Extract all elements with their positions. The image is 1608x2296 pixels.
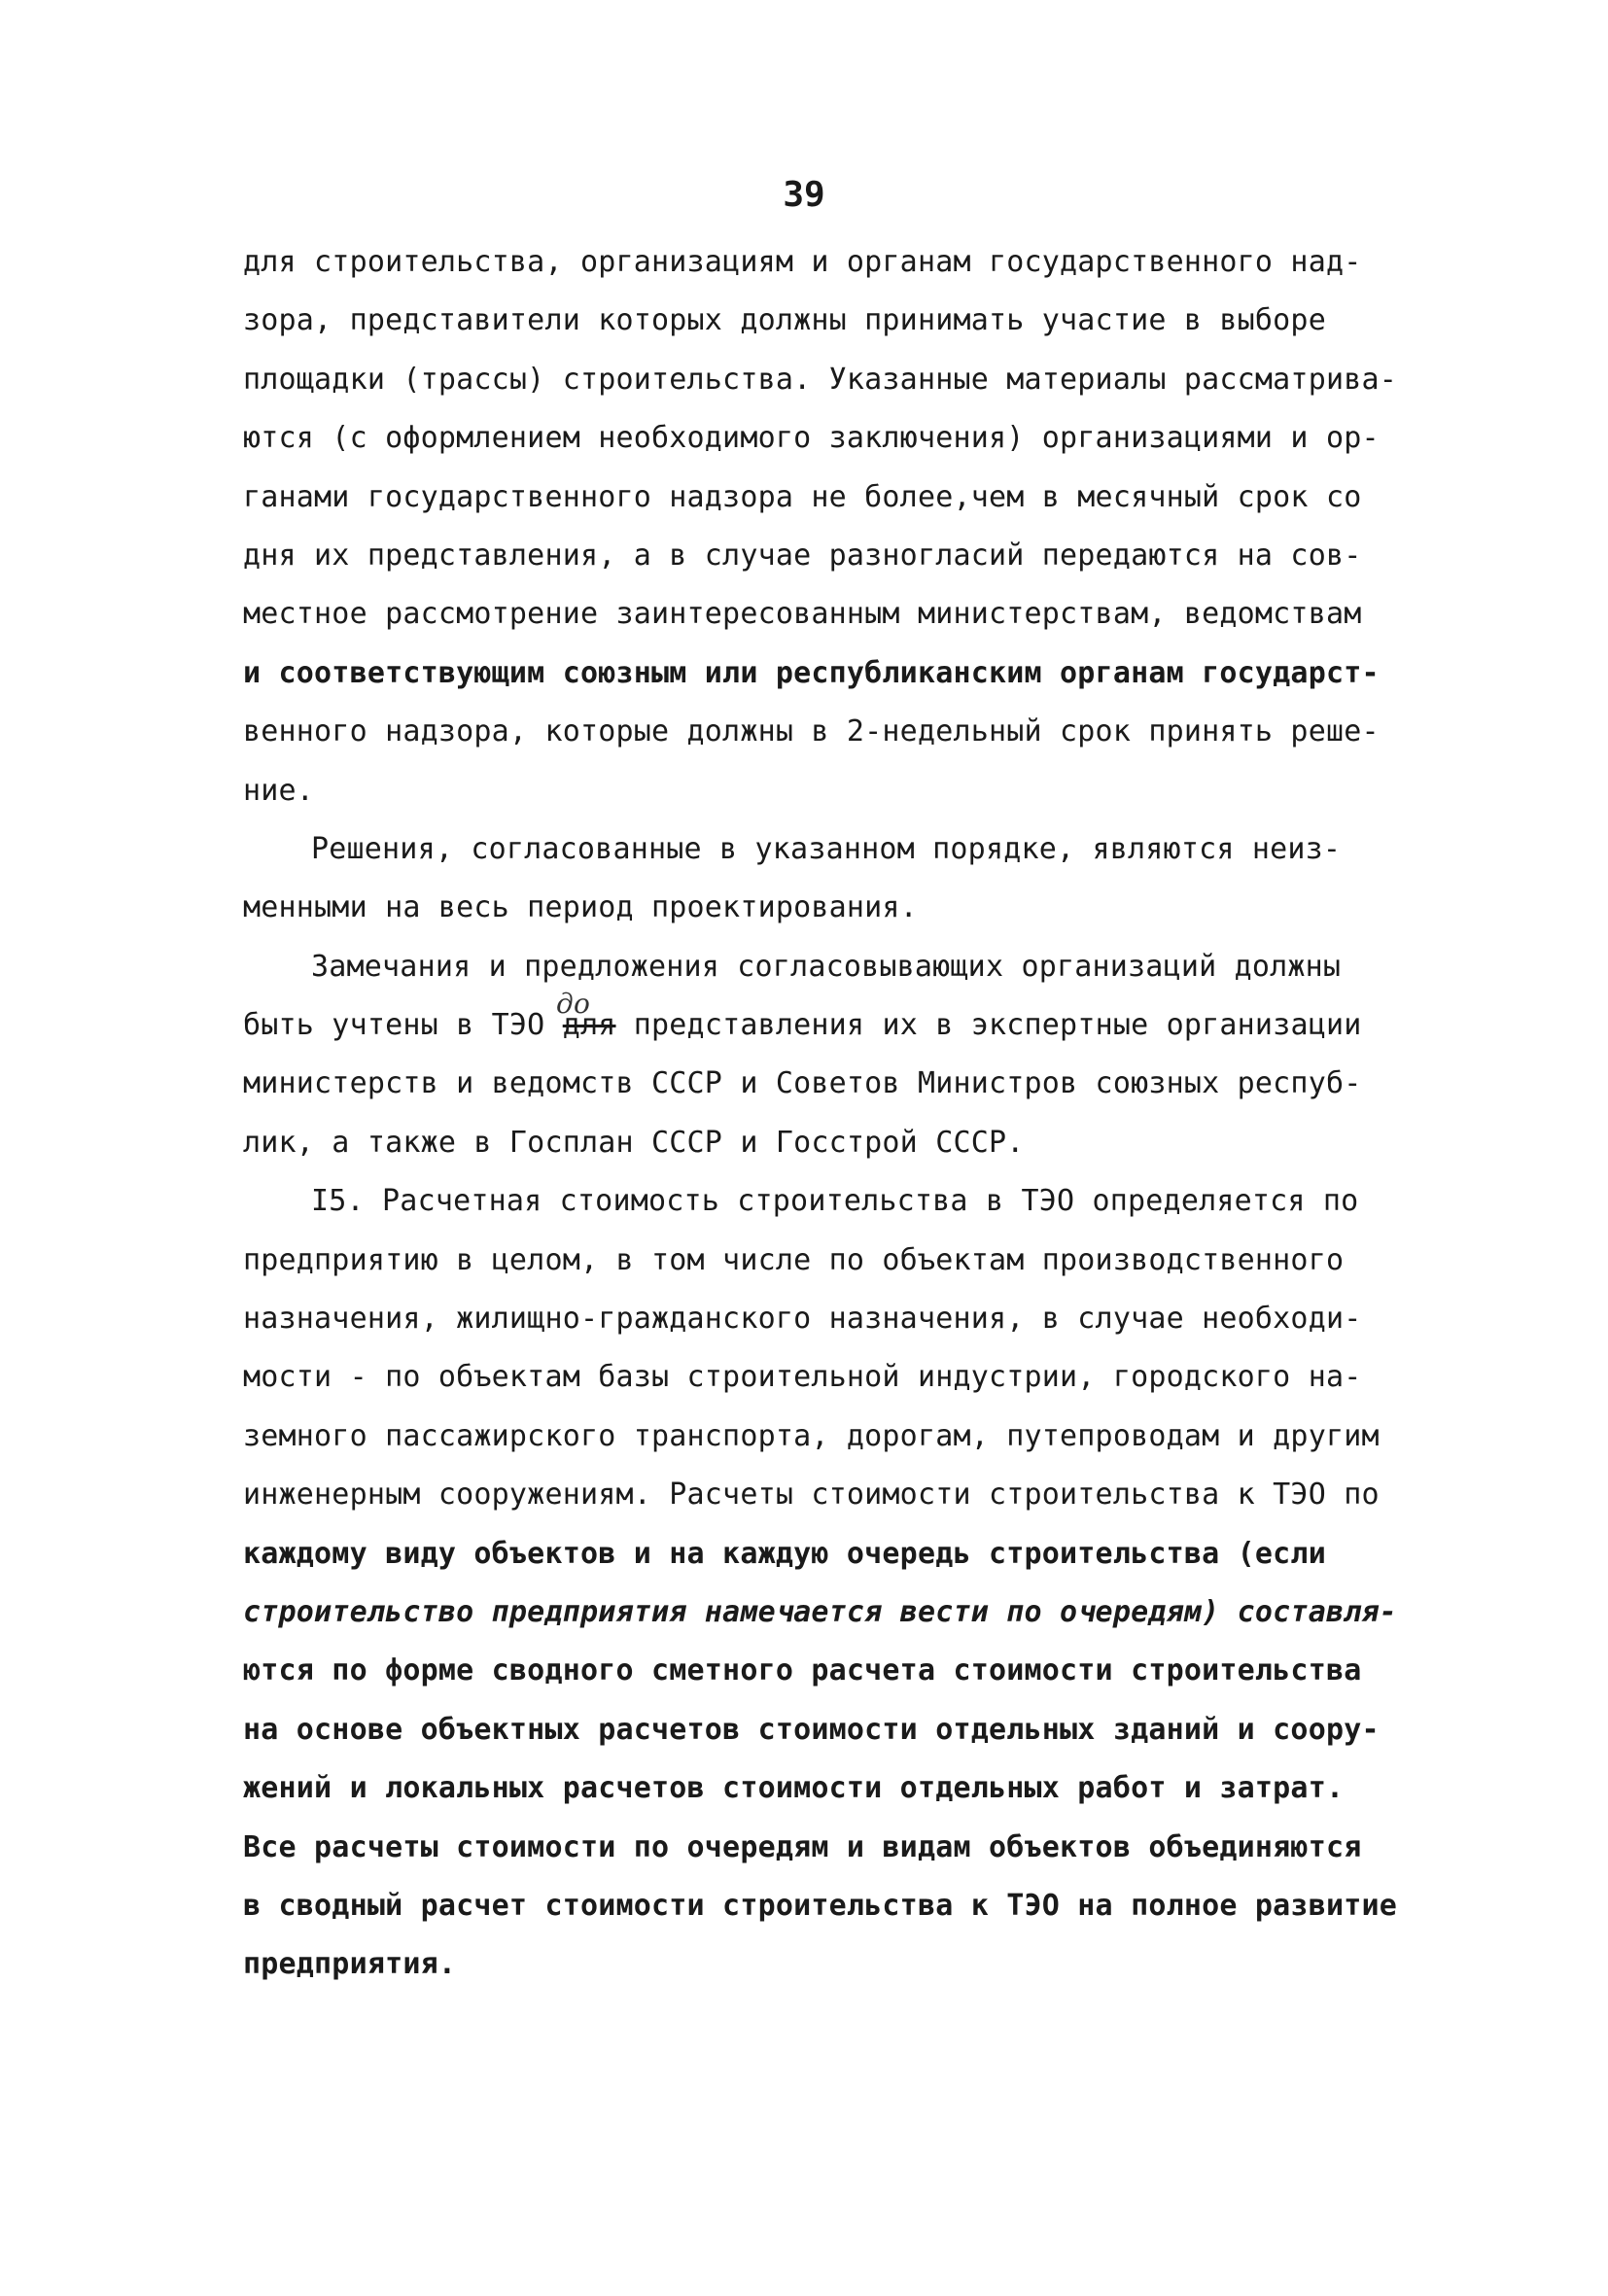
- struck-word: для: [562, 1008, 616, 1043]
- text-line: министерств и ведомств СССР и Советов Министров союзных респуб-: [243, 1066, 1362, 1101]
- text-line: в сводный расчет стоимости строительства к ТЭО на полное развитие: [243, 1888, 1397, 1923]
- text-line: предприятию в целом, в том числе по объектам производственного: [243, 1242, 1345, 1277]
- page-number: 39: [783, 175, 825, 215]
- paragraph-4: [243, 1172, 1410, 1994]
- text-line: Решения, согласованные в указанном порядке, являются неиз-: [311, 831, 1342, 866]
- text-line: I5. Расчетная стоимость строительства в ТЭО определяется по: [311, 1184, 1359, 1219]
- text-segment: быть учтены в ТЭО: [243, 1008, 563, 1043]
- text-line: дня их представления, а в случае разногласий передаются на сов-: [243, 538, 1362, 573]
- text-line: инженерным сооружениям. Расчеты стоимости строительства к ТЭО по: [243, 1478, 1380, 1513]
- text-line: менными на весь период проектирования.: [243, 890, 918, 925]
- document-body: [243, 233, 1410, 1995]
- text-segment: представления их в экспертные организации: [615, 1008, 1362, 1043]
- text-line: Замечания и предложения согласовывающих организаций должны: [311, 949, 1342, 984]
- text-line: земного пассажирского транспорта, дорогам, путепроводам и другим: [243, 1418, 1380, 1453]
- paragraph-2: [243, 820, 1410, 938]
- text-line: ются по форме сводного сметного расчета стоимости строительства: [243, 1653, 1362, 1688]
- text-line: ние.: [243, 773, 315, 808]
- text-line-with-correction: [243, 988, 1410, 1055]
- text-line: площадки (трассы) строительства. Указанные материалы рассматрива-: [243, 362, 1397, 397]
- text-line: мости - по объектам базы строительной индустрии, городского на-: [243, 1360, 1362, 1395]
- text-line: венного надзора, которые должны в 2-недельный срок принять реше-: [243, 714, 1380, 749]
- text-line: каждому виду объектов и на каждую очередь строительства (если: [243, 1536, 1326, 1571]
- handwritten-insert: до: [556, 988, 591, 1021]
- text-line: зора, представители которых должны принимать участие в выборе: [243, 303, 1326, 338]
- text-line: лик, а также в Госплан СССР и Госстрой СССР.: [243, 1125, 1025, 1160]
- text-line: ганами государственного надзора не более,чем в месячный срок со: [243, 479, 1362, 514]
- paragraph-3: [243, 938, 1410, 1173]
- text-line: ются (с оформлением необходимого заключения) организациями и ор-: [243, 421, 1380, 456]
- text-line: назначения, жилищно-гражданского назначения, в случае необходи-: [243, 1302, 1362, 1337]
- text-line: и соответствующим союзным или республиканским органам государст-: [243, 655, 1380, 690]
- text-line: жений и локальных расчетов стоимости отдельных работ и затрат.: [243, 1771, 1345, 1806]
- text-line: строительство предприятия намечается вести по очередям) составля-: [243, 1594, 1397, 1629]
- text-line: для строительства, организациям и органам государственного над-: [243, 245, 1362, 279]
- paragraph-1: [243, 233, 1410, 820]
- text-line: предприятия.: [243, 1947, 457, 1982]
- text-line: местное рассмотрение заинтересованным министерствам, ведомствам: [243, 597, 1362, 632]
- text-line: Все расчеты стоимости по очередям и видам объектов объединяются: [243, 1829, 1362, 1864]
- text-line: на основе объектных расчетов стоимости отдельных зданий и соору-: [243, 1712, 1380, 1747]
